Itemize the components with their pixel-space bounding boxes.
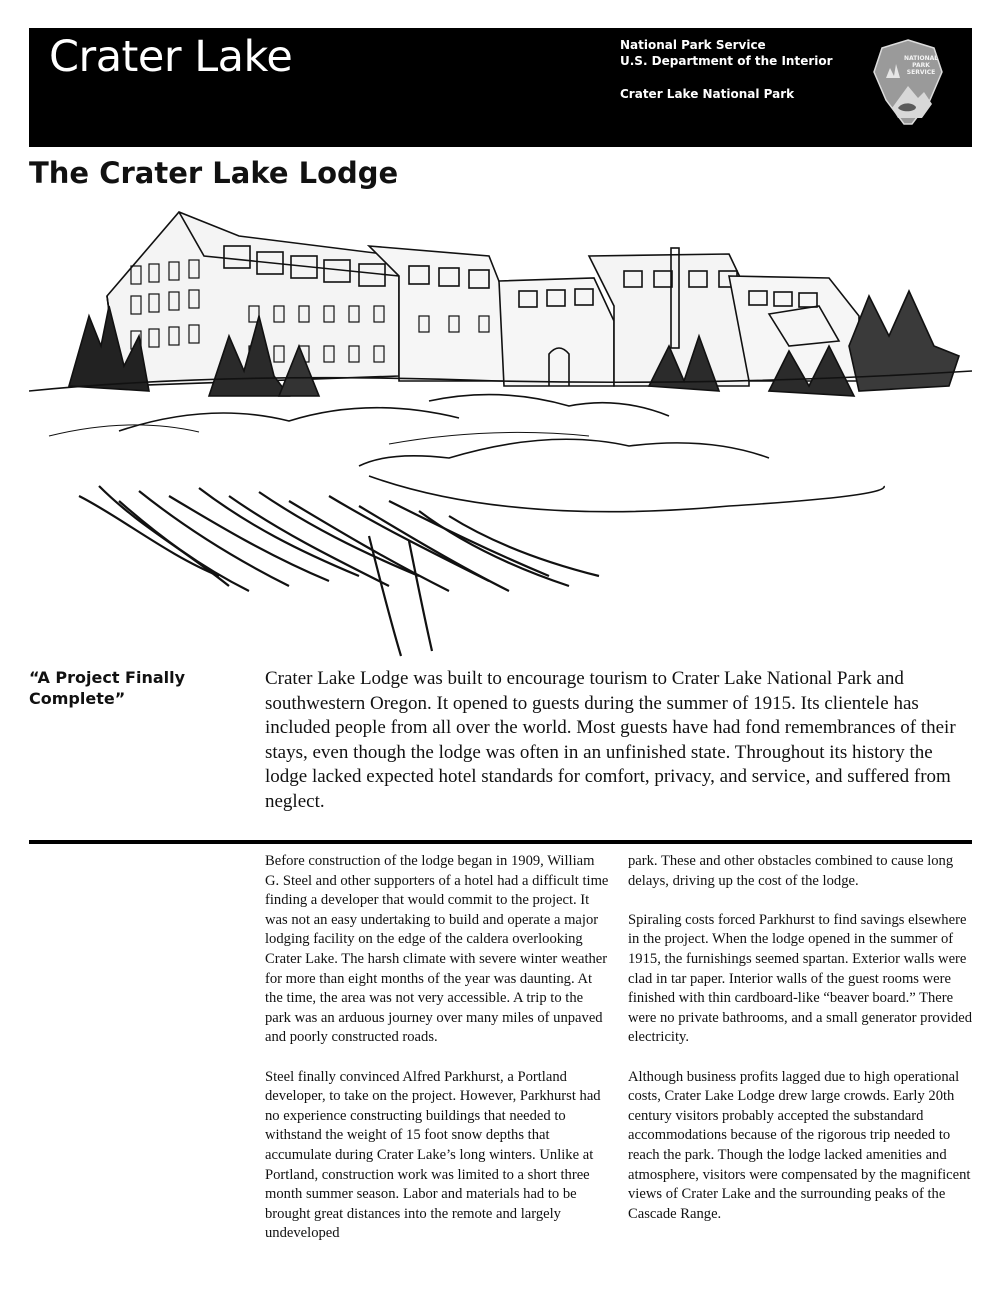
body-column-left	[265, 852, 610, 1263]
logo-text-service: SERVICE	[906, 69, 936, 76]
header-banner	[29, 28, 972, 147]
logo-text-national: NATIONAL	[903, 55, 939, 62]
section-divider	[29, 840, 972, 844]
nps-arrowhead-logo	[872, 38, 944, 126]
park-title: Crater Lake	[49, 32, 293, 82]
agency-block	[620, 38, 833, 103]
department-name: U.S. Department of the Interior	[620, 53, 833, 68]
intro-paragraph: Crater Lake Lodge was built to encourage tourism to Crater Lake National Park and southwestern Oregon. It opened to guests during the summer of 1915. Its clientele has included people from all over the world. Most guests have had fond remembrances of their stays, even though the lodge was often in an unfinished state. Throughout its history the lodge lacked expected hotel standards for comfort, privacy, and service, and suffered from neglect.	[265, 668, 956, 812]
body-paragraph: Before construction of the lodge began in 1909, William G. Steel and other supporters of a hotel had a difficult time finding a developer that would commit to the project. It was not an easy undertaking to build and operate a major lodging facility on the edge of the caldera overlooking Crater Lake. The harsh climate with severe winter weather for more than eight months of the year was daunting. At the time, the area was not very accessible. A trip to the park was an arduous journey over many miles of unpaved and poorly constructed roads.	[265, 853, 609, 1046]
logo-text-park: PARK	[912, 62, 930, 69]
document-title: The Crater Lake Lodge	[29, 156, 399, 190]
agency-name: National Park Service	[620, 38, 766, 52]
lodge-illustration	[29, 196, 972, 666]
body-paragraph: Although business profits lagged due to high operational costs, Crater Lake Lodge drew large crowds. Early 20th century visitors probably accepted the substandard accommodations because of the rigorous trip needed to reach the park. Though the lodge lacked amenities and atmosphere, visitors were compensated by the magnificent views of Crater Lake and the surrounding peaks of the Cascade Range.	[628, 1068, 971, 1222]
body-paragraph: Spiraling costs forced Parkhurst to find savings elsewhere in the project. When the lodge opened in the summer of 1915, the furnishings seemed spartan. Exterior walls were clad in tar paper. Interior walls of the guest rooms were finished with thin cardboard-like “beaver board.” There were no private bathrooms, and a small generator provided electricity.	[628, 911, 973, 1046]
section-heading: “A Project Finally Complete”	[29, 668, 186, 708]
body-column-right	[628, 852, 973, 1244]
park-unit-name: Crater Lake National Park	[620, 87, 795, 101]
body-paragraph: Steel finally convinced Alfred Parkhurst, a Portland developer, to take on the project. However, Parkhurst had no experience constructing buildings that needed to withstand the weight of 15 foot snow depths that accumulate during Crater Lake’s long winters. Unlike at Portland, construction work was limited to a short three month summer season. Labor and materials had to be brought great distances into the remote and largely undeveloped	[265, 1068, 601, 1242]
body-paragraph: park. These and other obstacles combined to cause long delays, driving up the cost of the lodge.	[628, 853, 954, 889]
